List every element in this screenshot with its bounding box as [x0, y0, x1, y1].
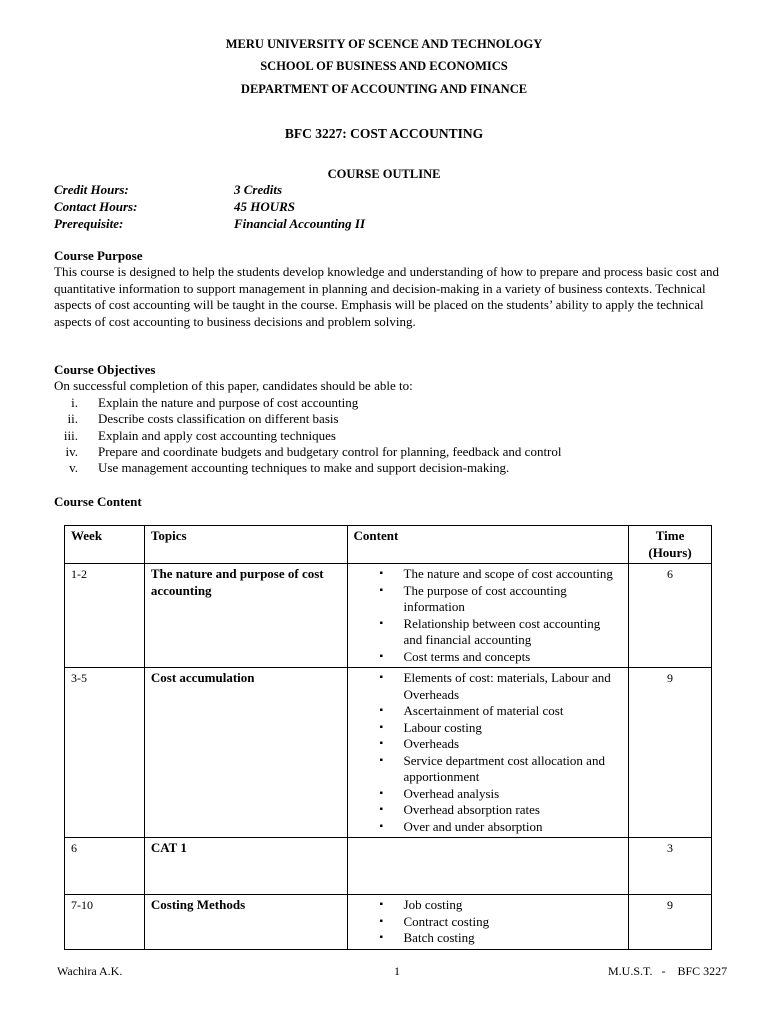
- course-purpose-heading: Course Purpose: [54, 248, 143, 263]
- school-name: SCHOOL OF BUSINESS AND ECONOMICS: [260, 59, 508, 73]
- table-row: [65, 668, 712, 838]
- outline-title: COURSE OUTLINE: [327, 167, 441, 181]
- prerequisite-label: Prerequisite:: [54, 216, 124, 231]
- content-item: ▪ Overhead analysis: [376, 786, 623, 803]
- course-purpose-text: This course is designed to help the students develop knowledge and understanding of how to prepare and process basic cost and quantitative information to support management in planning and decision-making in a variety of business contexts. Technical aspects of cost accounting will be taught in the course. Emphasis will be placed on the students’ ability to apply the technical aspects of cost accounting to business decisions and problem solving.: [54, 264, 719, 329]
- prerequisite-row: [54, 216, 365, 232]
- content-item: ▪ Overhead absorption rates: [376, 802, 623, 819]
- objective-item: ii. Describe costs classification on different basis: [67, 411, 339, 427]
- time-cell: 9: [629, 895, 712, 950]
- footer-course-ref: M.U.S.T. - BFC 3227: [608, 964, 728, 978]
- footer-page-number: 1: [394, 964, 400, 978]
- contact-hours-row: [54, 199, 296, 215]
- content-column-header: Content: [347, 526, 629, 564]
- prerequisite-value: Financial Accounting II: [234, 216, 365, 231]
- objective-item: v. Use management accounting techniques to make and support decision-making.: [69, 460, 510, 476]
- content-item: ▪ Ascertainment of material cost: [376, 703, 623, 720]
- week-cell: 7-10: [65, 895, 145, 950]
- week-cell: 1-2: [65, 564, 145, 668]
- table-row: [65, 838, 712, 895]
- content-item: ▪ Service department cost allocation and apportionment: [376, 753, 623, 786]
- content-item: ▪ Contract costing: [376, 914, 623, 931]
- objectives-list: [54, 395, 562, 476]
- content-cell: [347, 895, 629, 950]
- table-header-row: [65, 526, 712, 564]
- topic-cell: The nature and purpose of cost accounting: [144, 564, 347, 668]
- course-content-table: [64, 525, 712, 950]
- table-row: [65, 564, 712, 668]
- content-item: ▪ Relationship between cost accounting and financial accounting: [376, 616, 623, 649]
- objective-item: iv. Prepare and coordinate budgets and budgetary control for planning, feedback and control: [65, 443, 562, 459]
- course-objectives-heading: Course Objectives: [54, 362, 156, 377]
- credit-hours-row: [54, 182, 283, 198]
- content-item: ▪ Labour costing: [376, 720, 623, 737]
- week-column-header: Week: [65, 526, 145, 564]
- content-item: ▪ Overheads: [376, 736, 623, 753]
- topic-cell: CAT 1: [144, 838, 347, 895]
- topic-cell: Costing Methods: [144, 895, 347, 950]
- university-name: MERU UNIVERSITY OF SCENCE AND TECHNOLOGY: [225, 37, 543, 51]
- content-item: ▪ Cost terms and concepts: [376, 649, 623, 666]
- topic-cell: Cost accumulation: [144, 668, 347, 838]
- content-item: ▪ Elements of cost: materials, Labour and Overheads: [376, 670, 623, 703]
- course-content-heading: Course Content: [54, 494, 142, 509]
- content-cell: [347, 564, 629, 668]
- table-row: [65, 895, 712, 950]
- content-item: ▪ Over and under absorption: [376, 819, 623, 836]
- time-column-header: Time (Hours): [629, 526, 712, 564]
- time-cell: 6: [629, 564, 712, 668]
- time-cell: 9: [629, 668, 712, 838]
- week-cell: 6: [65, 838, 145, 895]
- content-item: ▪ Job costing: [376, 897, 623, 914]
- week-cell: 3-5: [65, 668, 145, 838]
- objective-item: iii. Explain and apply cost accounting techniques: [63, 427, 336, 443]
- content-cell: [347, 838, 629, 895]
- contact-hours-value: 45 HOURS: [234, 199, 296, 214]
- course-title: BFC 3227: COST ACCOUNTING: [284, 126, 484, 141]
- topics-column-header: Topics: [144, 526, 347, 564]
- objective-item: i. Explain the nature and purpose of cost accounting: [71, 395, 359, 410]
- content-cell: [347, 668, 629, 838]
- credit-hours-value: 3 Credits: [234, 182, 283, 197]
- footer-author: Wachira A.K.: [57, 964, 123, 978]
- contact-hours-label: Contact Hours:: [54, 199, 138, 214]
- content-item: ▪ The nature and scope of cost accounting: [376, 566, 623, 583]
- time-cell: 3: [629, 838, 712, 895]
- objectives-intro: On successful completion of this paper, candidates should be able to:: [54, 378, 413, 393]
- department-name: DEPARTMENT OF ACCOUNTING AND FINANCE: [240, 82, 528, 96]
- credit-hours-label: Credit Hours:: [54, 182, 129, 197]
- content-item: ▪ Batch costing: [376, 930, 623, 947]
- content-item: ▪ The purpose of cost accounting information: [376, 583, 623, 616]
